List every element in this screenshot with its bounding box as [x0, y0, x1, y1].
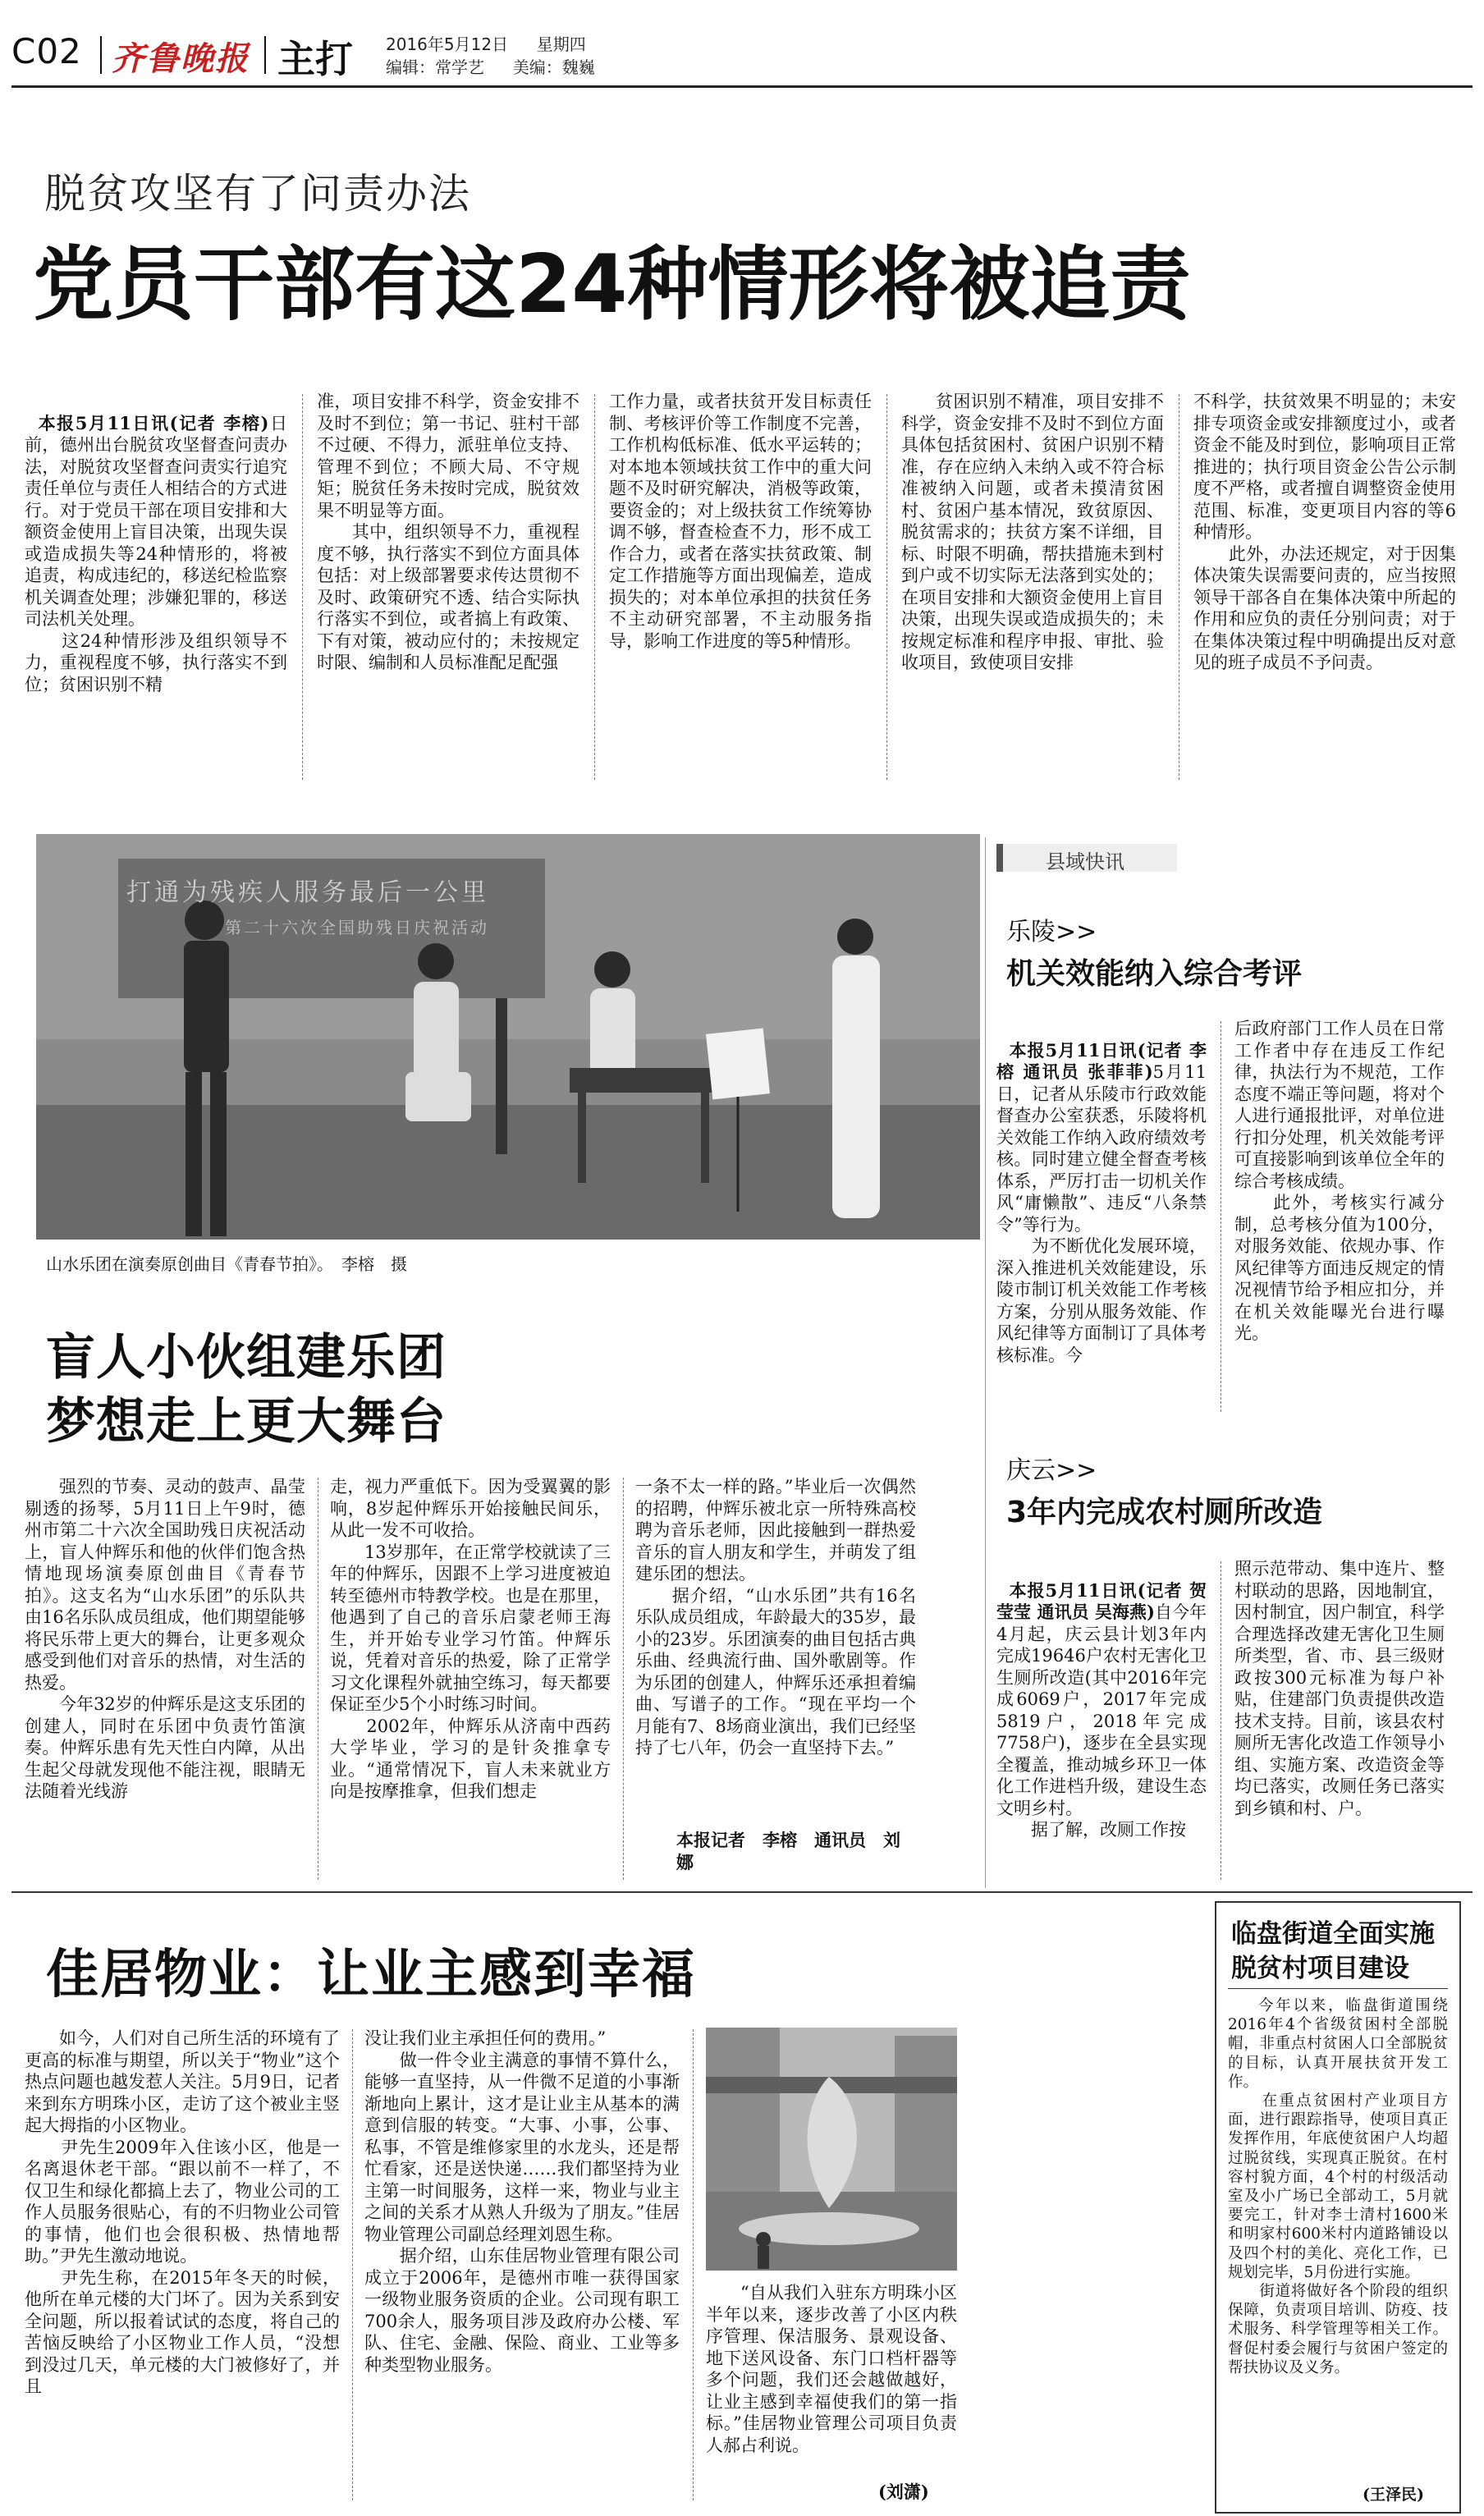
paper-logo: 齐鲁晚报 — [112, 39, 250, 78]
story2-col-1: 强烈的节奏、灵动的鼓声、晶莹剔透的扬琴，5月11日上午9时，德州市第二十六次全国助残日庆祝活动上，盲人仲辉乐和他的伙伴们饱含热情地现场演奏原创曲目《青春节拍》。这支名为“山水乐团”的乐队共由16名乐队成员组成，他们期望能够将民乐带上更大的舞台，让更多观众感受到他们对音乐的热情，对生活的热爱。 今年32岁的仲辉乐是这支乐团的创建人，同时在乐团中负责竹笛演奏。仲辉乐患有先天性白内障，从出生起父母就发现他不能注视，眼睛无法随着光线游 — [25, 1477, 305, 1801]
issue-date — [386, 31, 586, 55]
county-s2-col-2: 照示范带动、集中连片、整村联动的思路，因地制宜，因村制宜，因户制宜，科学合理选择改建无害化卫生厕所类型，省、市、县三级财政按300元标准为每户补贴，住建部门负责提供改造技术支持。目前，该县农村厕所无害化改造工作领导小组、实施方案、改造资金等均已落实，改厕任务已落实到乡镇和村、户。 — [1234, 1559, 1445, 1818]
sidebar-title-1: 临盘街道全面实施 — [1231, 1919, 1435, 1949]
story3-col-rule-1 — [352, 2029, 353, 2500]
county-s2-col-1-text: 自今年4月起，庆云县计划3年内完成19646户农村无害化卫生厕所改造(其中2016年完成6069户，2017年完成5819户，2018年完成7758户)，逐步在全县实现全覆盖，推动城乡环卫一体化工作进档升级，建设生态文明乡村。 据了解，改厕工作按 — [996, 1602, 1207, 1840]
page-number: C02 — [11, 31, 82, 71]
section-name: 主打 — [277, 37, 353, 81]
story2-headline-2: 梦想走上更大舞台 — [46, 1393, 447, 1450]
designer: 美编：魏巍 — [512, 57, 595, 77]
lead-col-4: 贫困识别不精准，项目安排不科学，资金安排不及时不到位方面具体包括贫困村、贫困户识别不精准，存在应纳入未纳入或不符合标准被纳入问题，或者未摸清贫困村、贫困户基本情况，致贫原因、脱贫需求的；扶贫方案不详细，目标、时限不明确，帮扶措施未到村到户或不切实际无法落到实处的；在项目安排和大额资金使用上盲目决策，出现失误或造成损失的；未按规定标准和程序申报、审批、验收项目，致使项目安排 — [901, 392, 1164, 672]
editors — [386, 54, 595, 78]
lead-col-rule-3 — [886, 394, 887, 780]
photo-caption: 山水乐团在演奏原创曲目《青春节拍》。 李榕 摄 — [46, 1254, 407, 1274]
lead-byline: 本报5月11日讯(记者 李榕) — [38, 412, 269, 433]
lead-col-1-text: 日前，德州出台脱贫攻坚督查问责办法，对脱贫攻坚督查问责实行追究责任单位与责任人相结合的方式进行。对于党员干部在项目安排和大额资金使用上盲目决策，出现失误或造成损失等24种情形的，将被追责，构成违纪的，移送纪检监察机关调查处理；涉嫌犯罪的，移送司法机关处理。 这24种情形涉及组织领导不力，重视程度不够，执行落实不到位；贫困识别不精 — [25, 413, 287, 694]
photo-banner-sub: 第二十六次全国助残日庆祝活动 — [225, 918, 489, 937]
lead-col-rule-2 — [594, 394, 595, 780]
sidebar-body: 今年以来，临盘街道围绕2016年4个省级贫困村全部脱帽，非重点村贫困人口全部脱贫的目标，认真开展扶贫开发工作。 在重点贫困村产业项目方面，进行跟踪指导，使项目真正发挥作用，年底使贫困户人均超过脱贫线，实现真正脱贫。在村容村貌方面，4个村的村级活动室及小广场已全部动工，5月就要完工，针对李士清村1600米和明家村600米村内道路铺设以及四个村的美化、亮化工作，已规划完毕，5月份进行实施。 街道将做好各个阶段的组织保障，负责项目培训、防疫、技术服务、科学管理等相关工作。督促村委会履行与贫困户签定的帮扶协议及义务。 — [1228, 1997, 1448, 2376]
story3-col-3: “自从我们入驻东方明珠小区半年以来，逐步改善了小区内秩序管理、保洁服务、景观设备、地下送风设备、东门口档杆器等多个问题，我们还会越做越好，让业主感到幸福使我们的第一指标。”佳居物业管理公司项目负责人郝占利说。 — [706, 2283, 957, 2455]
county-s2-col-1 — [996, 1558, 1207, 1883]
plaza-photo-svg — [706, 2028, 957, 2271]
story3-col-1: 如今，人们对自己所生活的环境有了更高的标准与期望，所以关于“物业”这个热点问题也越发惹人关注。5月9日，记者来到东方明珠小区，走访了这个被业主竖起大拇指的小区物业。 尹先生2009年入住该小区，他是一名离退休老干部。“跟以前不一样了，不仅卫生和绿化都搞上去了，物业公司的工作人员服务很贴心，有的不归物业公司管的事情，他们也会很积极、热情地帮助。”尹先生激动地说。 尹先生称，在2015年冬天的时候，他所在单元楼的大门坏了。因为关系到安全问题，所以报着试试的态度，将自己的苦恼反映给了小区物业工作人员，“没想到没过几天，单元楼的大门被修好了，并且 — [25, 2028, 340, 2396]
plaza-photo — [706, 2028, 957, 2271]
right-column-rule — [985, 837, 986, 1888]
header-divider-1 — [100, 36, 102, 74]
lead-headline: 党员干部有这24种情形将被追责 — [33, 238, 1191, 332]
lower-section-rule — [11, 1891, 1473, 1893]
sidebar-title-rule — [1228, 1988, 1448, 1989]
county-s2-place: 庆云>> — [1006, 1456, 1097, 1485]
header-divider-2 — [264, 36, 266, 74]
photo-banner: 打通为残疾人服务最后一公里 — [126, 878, 489, 907]
lead-col-3: 工作力量，或者扶贫开发目标责任制、考核评价等工作制度不完善，工作机构低标准、低水平运转的；对本地本领域扶贫工作中的重大问题不及时研究解决，消极等政策，要资金的；对上级扶贫工作统筹协调不够，督查检查不力，形不成工作合力，或者在落实扶贫政策、制定工作措施等方面出现偏差，造成损失的；对本单位承担的扶贫任务不主动研究部署，不主动服务指导，影响工作进度的等5种情形。 — [609, 392, 872, 651]
story2-headline-1: 盲人小伙组建乐团 — [46, 1329, 447, 1386]
lead-kicker: 脱贫攻坚有了问责办法 — [44, 170, 471, 218]
county-s2-title: 3年内完成农村厕所改造 — [1006, 1496, 1323, 1529]
county-s1-place: 乐陵>> — [1006, 918, 1097, 946]
county-s1-title: 机关效能纳入综合考评 — [1006, 957, 1303, 991]
county-s1-byline: 本报5月11日讯(记者 李榕 通讯员 张菲菲) — [996, 1039, 1207, 1082]
lead-col-2: 准，项目安排不科学，资金安排不及时不到位；第一书记、驻村干部不过硬、不得力，派驻单位支持、管理不到位；不顾大局、不守规矩；脱贫任务未按时完成，脱贫效果不明显等方面。 其中，组织领导不力，重视程度不够，执行落实不到位方面具体包括：对上级部署要求传达贯彻不及时、政策研究不透、结合实际执行落实不到位，或者搞上有政策、下有对策，被动应付的；未按规定时限、编制和人员标准配足配强 — [317, 392, 579, 672]
county-label: 县域快讯 — [1046, 850, 1124, 873]
sidebar-title-2: 脱贫村项目建设 — [1231, 1954, 1409, 1983]
story3-col-2: 没让我们业主承担任何的费用。” 做一件令业主满意的事情不算什么，能够一直坚持，从一件微不足道的小事渐渐地向上累计，这才是让业主从基本的满意到信服的转变。“大事、小事，公事、私事，不管是维修家里的水龙头，还是帮忙看家，还是送快递……我们都坚持为业主第一时间服务，这样一来，物业与业主之间的关系才从熟人升级为了朋友。”佳居物业管理公司副总经理刘恩生称。 据介绍，山东佳居物业管理有限公司成立于2006年，是德州市唯一获得国家一级物业服务资质的企业。公司现有职工700余人，服务项目涉及政府办公楼、军队、住宅、金融、保险、商业、工业等多种类型物业服务。 — [364, 2028, 680, 2375]
lead-col-1 — [25, 391, 287, 786]
lead-col-5: 不科学，扶贫效果不明显的；未安排专项资金或安排额度过小，或者资金不能及时到位，影响项目正常推进的；执行项目资金公告公示制度不严格，或者擅自调整资金使用范围、标准，变更项目内容的等6种情形。 此外，办法还规定，对于因集体决策失误需要问责的，应当按照领导干部各自在集体决策中所起的作用和应负的责任分别问责；对于在集体决策过程中明确提出反对意见的班子成员不予问责。 — [1193, 392, 1456, 672]
story2-col-3: 一条不太一样的路。”毕业后一次偶然的招聘，仲辉乐被北京一所特殊高校聘为音乐老师，因此接触到一群热爱音乐的盲人朋友和学生，并萌发了组建乐团的想法。 据介绍，“山水乐团”共有16名乐队成员组成，年龄最大的35岁，最小的23岁。乐团演奏的曲目包括古典乐曲、经典流行曲、国外歌剧等。作为乐团的创建人，仲辉乐还承担着编曲、写谱子的工作。“现在平均一个月能有7、8场商业演出，我们已经坚持了七八年，仍会一直坚持下去。” — [635, 1477, 916, 1758]
county-s1-col-2: 后政府部门工作人员在日常工作者中存在违反工作纪律，执法行为不规范，工作态度不端正等问题，将对个人进行通报批评，对单位进行扣分处理，机关效能考评可直接影响到该单位全年的综合考核成绩。 此外，考核实行减分制，总考核分值为100分，对服务效能、依规办事、作风纪律等方面违反规定的情况视情节给予相应扣分，并在机关效能曝光台进行曝光。 — [1234, 1019, 1445, 1343]
sidebar-byline: (王泽民) — [1363, 2486, 1424, 2504]
weekday: 星期四 — [536, 34, 586, 54]
concert-photo — [36, 834, 980, 1240]
header-rule — [11, 85, 1473, 88]
story3-byline: (刘潇) — [878, 2482, 929, 2502]
lead-col-rule-1 — [302, 394, 303, 780]
editor: 编辑：常学艺 — [386, 57, 484, 77]
county-s2-byline: 本报5月11日讯(记者 贺莹莹 通讯员 吴海燕) — [996, 1579, 1207, 1622]
county-s1-col-1-text: 5月11日，记者从乐陵市行政效能督查办公室获悉，乐陵将机关效能工作纳入政府绩效考核。同时建立健全督查考核体系，严厉打击一切机关作风“庸懒散”、违反“八条禁令”等行为。 为不断优化发展环境，深入推进机关效能建设，乐陵市制订机关效能工作考核方案，分别从服务效能、作风纪律等方面制订了具体考核标准。今 — [996, 1062, 1207, 1365]
county-s1-col-1 — [996, 1018, 1207, 1415]
story2-byline: 本报记者 李榕 通讯员 刘娜 — [676, 1830, 900, 1872]
date: 2016年5月12日 — [386, 34, 509, 54]
story3-col-rule-2 — [693, 2029, 694, 2500]
story2-col-rule-2 — [623, 1478, 624, 1880]
story3-headline: 佳居物业：让业主感到幸福 — [46, 1945, 696, 2005]
story2-col-2: 走，视力严重低下。因为受翼翼的影响，8岁起仲辉乐开始接触民间乐，从此一发不可收拾。 13岁那年，在正常学校就读了三年的仲辉乐，因跟不上学习进度被迫转至德州市特教学校。也是在那里，他遇到了自己的音乐启蒙老师王海生，并开始专业学习竹笛。仲辉乐说，凭着对音乐的热爱，除了正常学习文化课程外就抽空练习，每天都要保证至少5个小时练习时间。 2002年，仲辉乐从济南中西药大学毕业，学习的是针灸推拿专业。“通常情况下，盲人未来就业方向是按摩推拿，但我们想走 — [330, 1477, 611, 1801]
